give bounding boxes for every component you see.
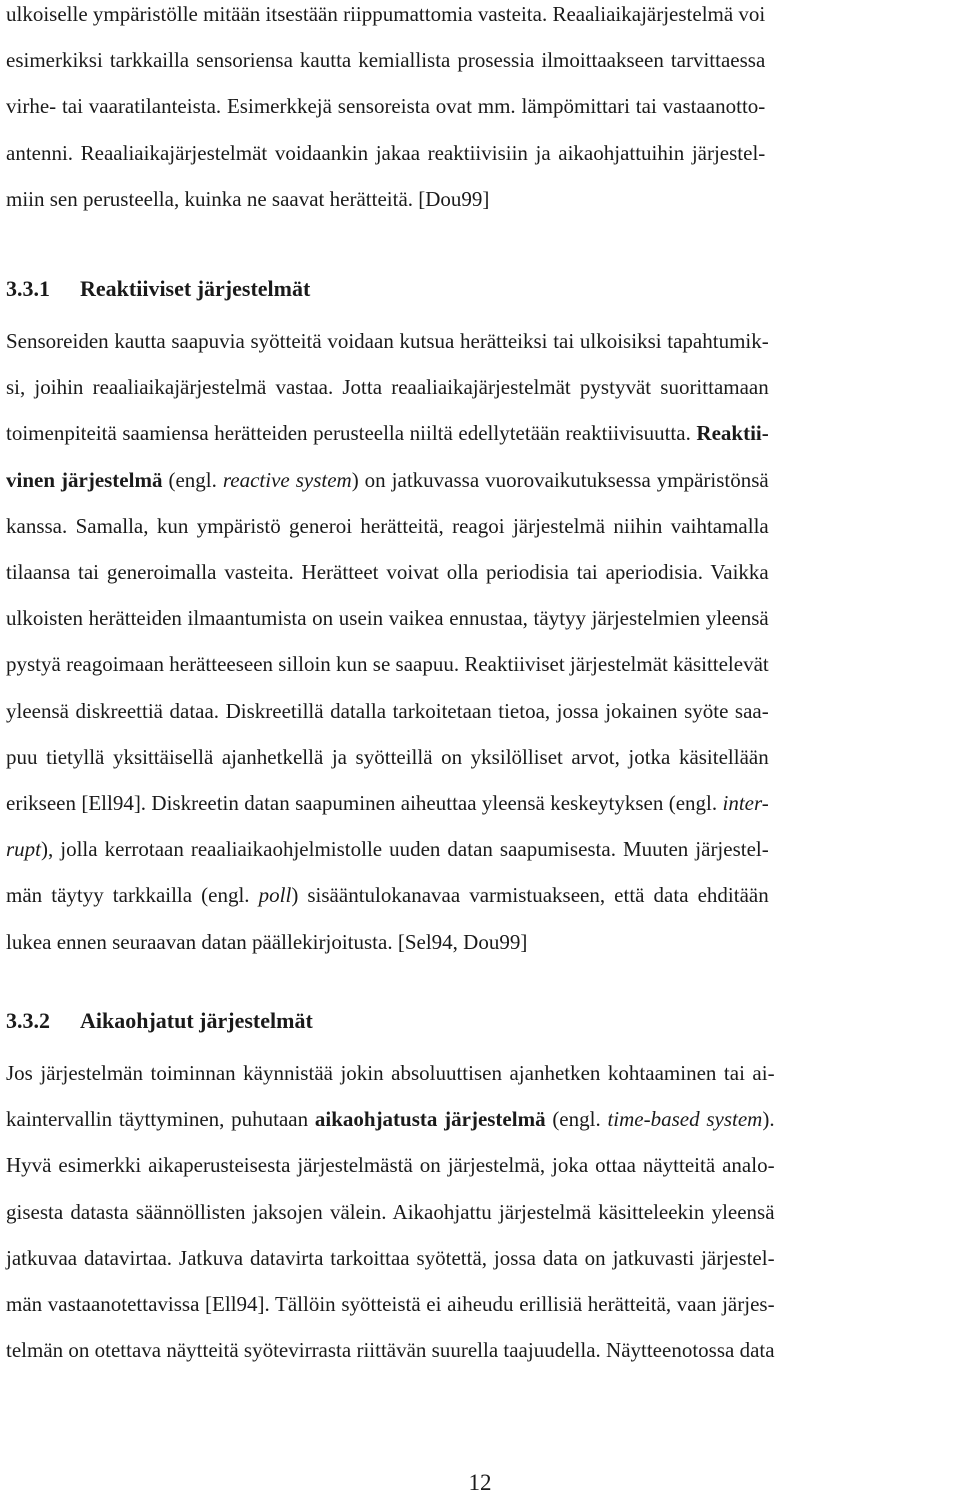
text-run: (engl. (552, 1107, 601, 1132)
text-line: kanssa. Samalla, kun ympäristö generoi herätteitä, reagoi järjestelmä niihin vaihtamalla (6, 513, 769, 538)
text-line: puu tietyllä yksittäisellä ajanhetkellä ja syötteillä on yksilölliset arvot, jotka käsitellään (6, 744, 769, 769)
text-run: kaintervallin täyttyminen, puhutaan (6, 1107, 309, 1132)
text-line: Sensoreiden kautta saapuvia syötteitä voidaan kutsua herätteiksi tai ulkoisiksi tapahtumik- (6, 329, 769, 353)
text-run: ) on jatkuvassa vuorovaikutuksessa ympäristönsä (351, 467, 769, 492)
text-line: yleensä diskreettiä dataa. Diskreetillä datalla tarkoitetaan tietoa, jossa jokainen syöte saa- (6, 698, 769, 723)
paragraph-reactive-systems (6, 318, 769, 965)
text-line: virhe- tai vaaratilanteista. Esimerkkejä sensoreista ovat mm. lämpömittari tai vastaanotto- (6, 94, 766, 119)
text-line: si, joihin reaaliaikajärjestelmä vastaa. Jotta reaaliaikajärjestelmät pystyvät suorittamaan (6, 375, 769, 400)
text-run: toimenpiteitä saamiensa herätteiden perusteella niiltä edellytetään reaktiivisuutta. (6, 421, 691, 446)
bold-term: Reaktii- (696, 421, 769, 446)
text-line: lukea ennen seuraavan datan päällekirjoitusta. [Sel94, Dou99] (6, 929, 528, 954)
text-line: gisesta datasta säännöllisten jaksojen välein. Aikaohjattu järjestelmä käsitteleekin yleensä (6, 1199, 775, 1224)
bold-term: vinen järjestelmä (6, 467, 163, 492)
italic-term: reactive system (222, 467, 352, 492)
text-line: telmän on otettava näytteitä syötevirrasta riittävän suurella taajuudella. Näytteenotossa data (6, 1338, 775, 1363)
section-heading-3-3-1 (6, 274, 310, 304)
section-heading-3-3-2 (6, 1006, 313, 1036)
text-line: tilaansa tai generoimalla vasteita. Herätteet voivat olla periodisia tai aperiodisia. Vaikka (6, 560, 769, 585)
text-line: Jos järjestelmän toiminnan käynnistää jokin absoluuttisen ajanhetken kohtaaminen tai ai- (6, 1061, 775, 1085)
section-number: 3.3.1 (6, 276, 50, 301)
text-line: pystyä reagoimaan herätteeseen silloin kun se saapuu. Reaktiiviset järjestelmät käsittelevät (6, 652, 769, 677)
section-number: 3.3.2 (6, 1008, 50, 1033)
page-number: 12 (468, 1470, 492, 1495)
text-run: ) sisääntulokanavaa varmistuakseen, että data ehditään (291, 883, 769, 908)
text-line: män vastaanotettavissa [Ell94]. Tällöin syötteistä ei aiheudu erillisiä herätteitä, vaan järjes- (6, 1292, 775, 1317)
text-line: ulkoisten herätteiden ilmaantumista on usein vaikea ennustaa, täytyy järjestelmien yleensä (6, 606, 769, 631)
italic-term: inter- (722, 791, 769, 816)
text-line (6, 826, 769, 872)
text-run: (engl. (168, 467, 217, 492)
text-run: erikseen [Ell94]. Diskreetin datan saapuminen aiheuttaa yleensä keskeytyksen (engl. (6, 791, 718, 816)
text-line: antenni. Reaaliaikajärjestelmät voidaankin jakaa reaktiivisiin ja aikaohjattuihin järjestel- (6, 140, 766, 165)
text-line: jatkuvaa datavirtaa. Jatkuva datavirta tarkoittaa syötettä, jossa data on jatkuvasti järjestel- (6, 1245, 775, 1270)
italic-term: rupt (6, 837, 42, 862)
paragraph-intro (6, 0, 765, 222)
text-line (6, 780, 769, 826)
text-line (6, 410, 769, 456)
text-line: Hyvä esimerkki aikaperusteisesta järjestelmästä on järjestelmä, joka ottaa näytteitä analo- (6, 1153, 775, 1178)
text-run: ), jolla kerrotaan reaaliaikaohjelmistolle uuden datan saapumisesta. Muuten järjestel- (41, 837, 769, 862)
paragraph-time-based-systems (6, 1050, 775, 1373)
text-line (6, 872, 769, 918)
text-line (6, 1096, 775, 1142)
text-run: ). (762, 1107, 775, 1132)
text-line: miin sen perusteella, kuinka ne saavat herätteitä. [Dou99] (6, 186, 490, 211)
italic-term: poll (258, 883, 292, 908)
text-run: män täytyy tarkkailla (engl. (6, 883, 250, 908)
bold-term: aikaohjatusta järjestelmä (314, 1107, 546, 1132)
section-title: Aikaohjatut järjestelmät (80, 1008, 313, 1033)
text-line: ulkoiselle ympäristölle mitään itsestään riippumattomia vasteita. Reaaliaikajärjestelmä voi (6, 2, 766, 26)
text-line (6, 457, 769, 503)
text-line: esimerkiksi tarkkailla sensoriensa kautta kemiallista prosessia ilmoittaakseen tarvittaessa (6, 48, 766, 73)
section-title: Reaktiiviset järjestelmät (80, 276, 311, 301)
italic-term: time-based system (607, 1107, 763, 1132)
